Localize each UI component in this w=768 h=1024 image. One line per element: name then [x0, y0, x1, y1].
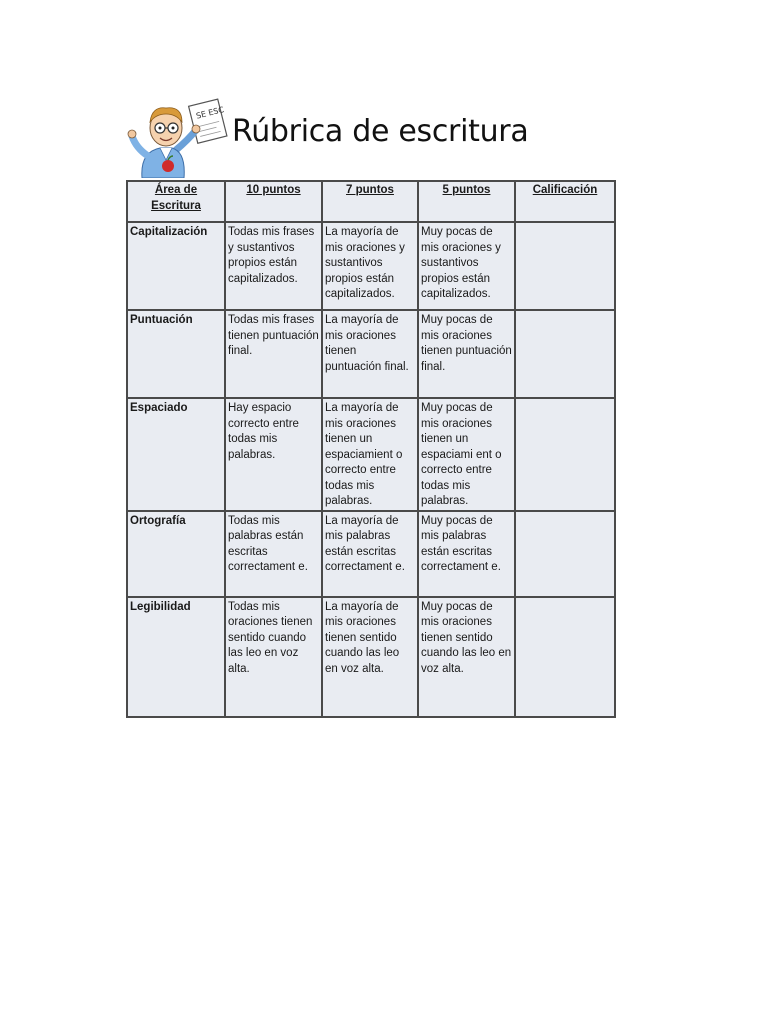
cell-7-puntos: La mayoría de mis oraciones tienen un espaciamient o correcto entre todas mis palabras. [322, 398, 418, 511]
cell-10-puntos: Todas mis frases tienen puntuación final. [225, 310, 322, 398]
cell-10-puntos: Hay espacio correcto entre todas mis palabras. [225, 398, 322, 511]
cell-5-puntos: Muy pocas de mis oraciones tienen sentido cuando las leo en voz alta. [418, 597, 515, 717]
cell-10-puntos: Todas mis oraciones tienen sentido cuando las leo en voz alta. [225, 597, 322, 717]
row-area-label: Legibilidad [127, 597, 225, 717]
header-area: Área de Escritura [127, 181, 225, 222]
cell-5-puntos: Muy pocas de mis oraciones tienen un espaciami ent o correcto entre todas mis palabras. [418, 398, 515, 511]
table-row [127, 398, 615, 511]
header-10-puntos: 10 puntos [225, 181, 322, 222]
cell-7-puntos: La mayoría de mis palabras están escritas correctament e. [322, 511, 418, 597]
cell-5-puntos: Muy pocas de mis palabras están escritas correctament e. [418, 511, 515, 597]
table-row [127, 222, 615, 310]
cell-7-puntos: La mayoría de mis oraciones tienen sentido cuando las leo en voz alta. [322, 597, 418, 717]
document-title: Rúbrica de escritura [232, 114, 529, 149]
cell-calificacion [515, 310, 615, 398]
cell-5-puntos: Muy pocas de mis oraciones tienen puntuación final. [418, 310, 515, 398]
row-area-label: Puntuación [127, 310, 225, 398]
table-header-row [127, 181, 615, 222]
cell-calificacion [515, 222, 615, 310]
header-5-puntos: 5 puntos [418, 181, 515, 222]
cell-10-puntos: Todas mis palabras están escritas correctament e. [225, 511, 322, 597]
row-area-label: Capitalización [127, 222, 225, 310]
cell-calificacion [515, 511, 615, 597]
header-7-puntos: 7 puntos [322, 181, 418, 222]
rubric-table [126, 180, 616, 718]
table-row [127, 511, 615, 597]
table-row [127, 597, 615, 717]
cell-10-puntos: Todas mis frases y sustantivos propios están capitalizados. [225, 222, 322, 310]
cell-5-puntos: Muy pocas de mis oraciones y sustantivos propios están capitalizados. [418, 222, 515, 310]
cell-calificacion [515, 398, 615, 511]
row-area-label: Espaciado [127, 398, 225, 511]
row-area-label: Ortografía [127, 511, 225, 597]
cell-7-puntos: La mayoría de mis oraciones y sustantivos propios están capitalizados. [322, 222, 418, 310]
cell-7-puntos: La mayoría de mis oraciones tienen puntuación final. [322, 310, 418, 398]
clipart-paper-text: SE ESC [195, 105, 225, 121]
teacher-holding-paper-icon [124, 96, 230, 178]
document-header [124, 94, 624, 178]
table-row [127, 310, 615, 398]
header-calificacion: Calificación [515, 181, 615, 222]
cell-calificacion [515, 597, 615, 717]
